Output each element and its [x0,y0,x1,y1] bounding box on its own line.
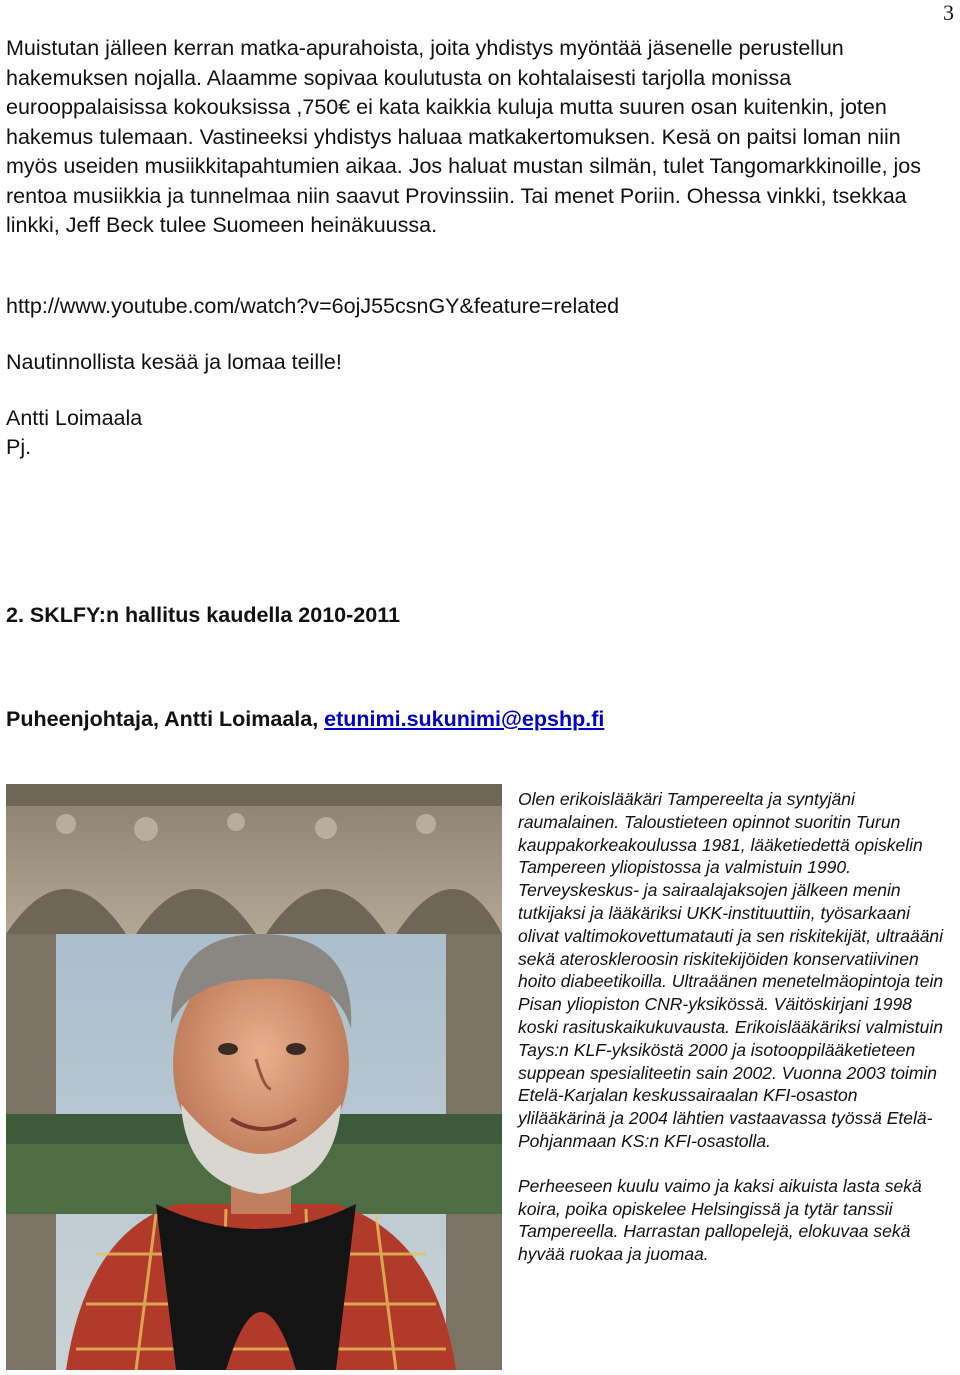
body-paragraph [6,34,946,241]
biography-career: Olen erikoislääkäri Tampereelta ja syntyjäni raumalainen. Taloustieteen opinnot suoritin Turun kauppakorkeakoulussa 1981, lääketiedettä opiskelin Tampereen yliopistossa ja valmistuin 1990. Terveyskeskus- ja sairaalajaksojen jälkeen menin tutkijaksi ja lääkäriksi UKK-instituuttiin, työsarkaani olivat valtimokovettumatauti ja sen riskitekijät, ultraääni sekä ateroskleroosin riskitekijöiden konservatiivinen hoito diabeetikoilla. Ultraäänen menetelmäopintoja tein Pisan yliopiston CNR-yksikössä. Väitöskirjani 1998 koski rasituskaikukuvausta. Erikoislääkäriksi valmistuin Tays:n KLF-yksiköstä 2000 ja isotooppilääketieteen suppean spesialiteetin sain 2002. Vuonna 2003 toimin Etelä-Karjalan keskussairaalan KFI-osaston ylilääkärinä ja 2004 lähtien vastaavassa työssä Etelä-Pohjanmaan KS:n KFI-osastolla. [518,789,944,1151]
portrait-photo [6,784,502,1370]
body-paragraph-text: Muistutan jälleen kerran matka-apurahoista, joita yhdistys myöntää jäsenelle perustellun hakemuksen nojalla. Alaamme sopivaa koulutusta on kohtalaisesti tarjolla monissa eurooppalaisissa kokouksissa ,750€ ei kata kaikkia kuluja mutta suuren osan kuitenkin, joten hakemus tulemaan. Vastineeksi yhdistys haluaa matkakertomuksen. Kesä on paitsi loman niin myös useiden musiikkitapahtumien aikaa. Jos haluat mustan silmän, tulet Tangomarkkinoille, jos rentoa musiikkia ja tunnelmaa niin saavut Provinssiin. Tai menet Poriin. Ohessa vinkki, tsekkaa linkki, Jeff Beck tulee Suomeen heinäkuussa. [6,36,921,237]
chair-email-link[interactable]: etunimi.sukunimi@epshp.fi [324,707,605,731]
chair-biography [518,788,948,1266]
section-heading: 2. SKLFY:n hallitus kaudella 2010-2011 [6,603,400,627]
chair-line [6,707,604,732]
portrait-illustration [6,784,502,1370]
video-url: http://www.youtube.com/watch?v=6ojJ55csnGY&feature=related [6,294,620,318]
page-number: 3 [943,0,954,25]
chair-label: Puheenjohtaja, Antti Loimaala, [6,707,325,731]
biography-family: Perheeseen kuulu vaimo ja kaksi aikuista lasta sekä koira, poika opiskelee Helsingissä ja tytär tanssii Tampereella. Harrastan pallopelejä, elokuvaa sekä hyvää ruokaa ja juomaa. [518,1175,922,1265]
signature-name: Antti Loimaala [6,406,143,430]
closing-greeting: Nautinnollista kesää ja lomaa teille! [6,350,342,374]
signature [6,404,142,462]
signature-title: Pj. [6,435,32,459]
